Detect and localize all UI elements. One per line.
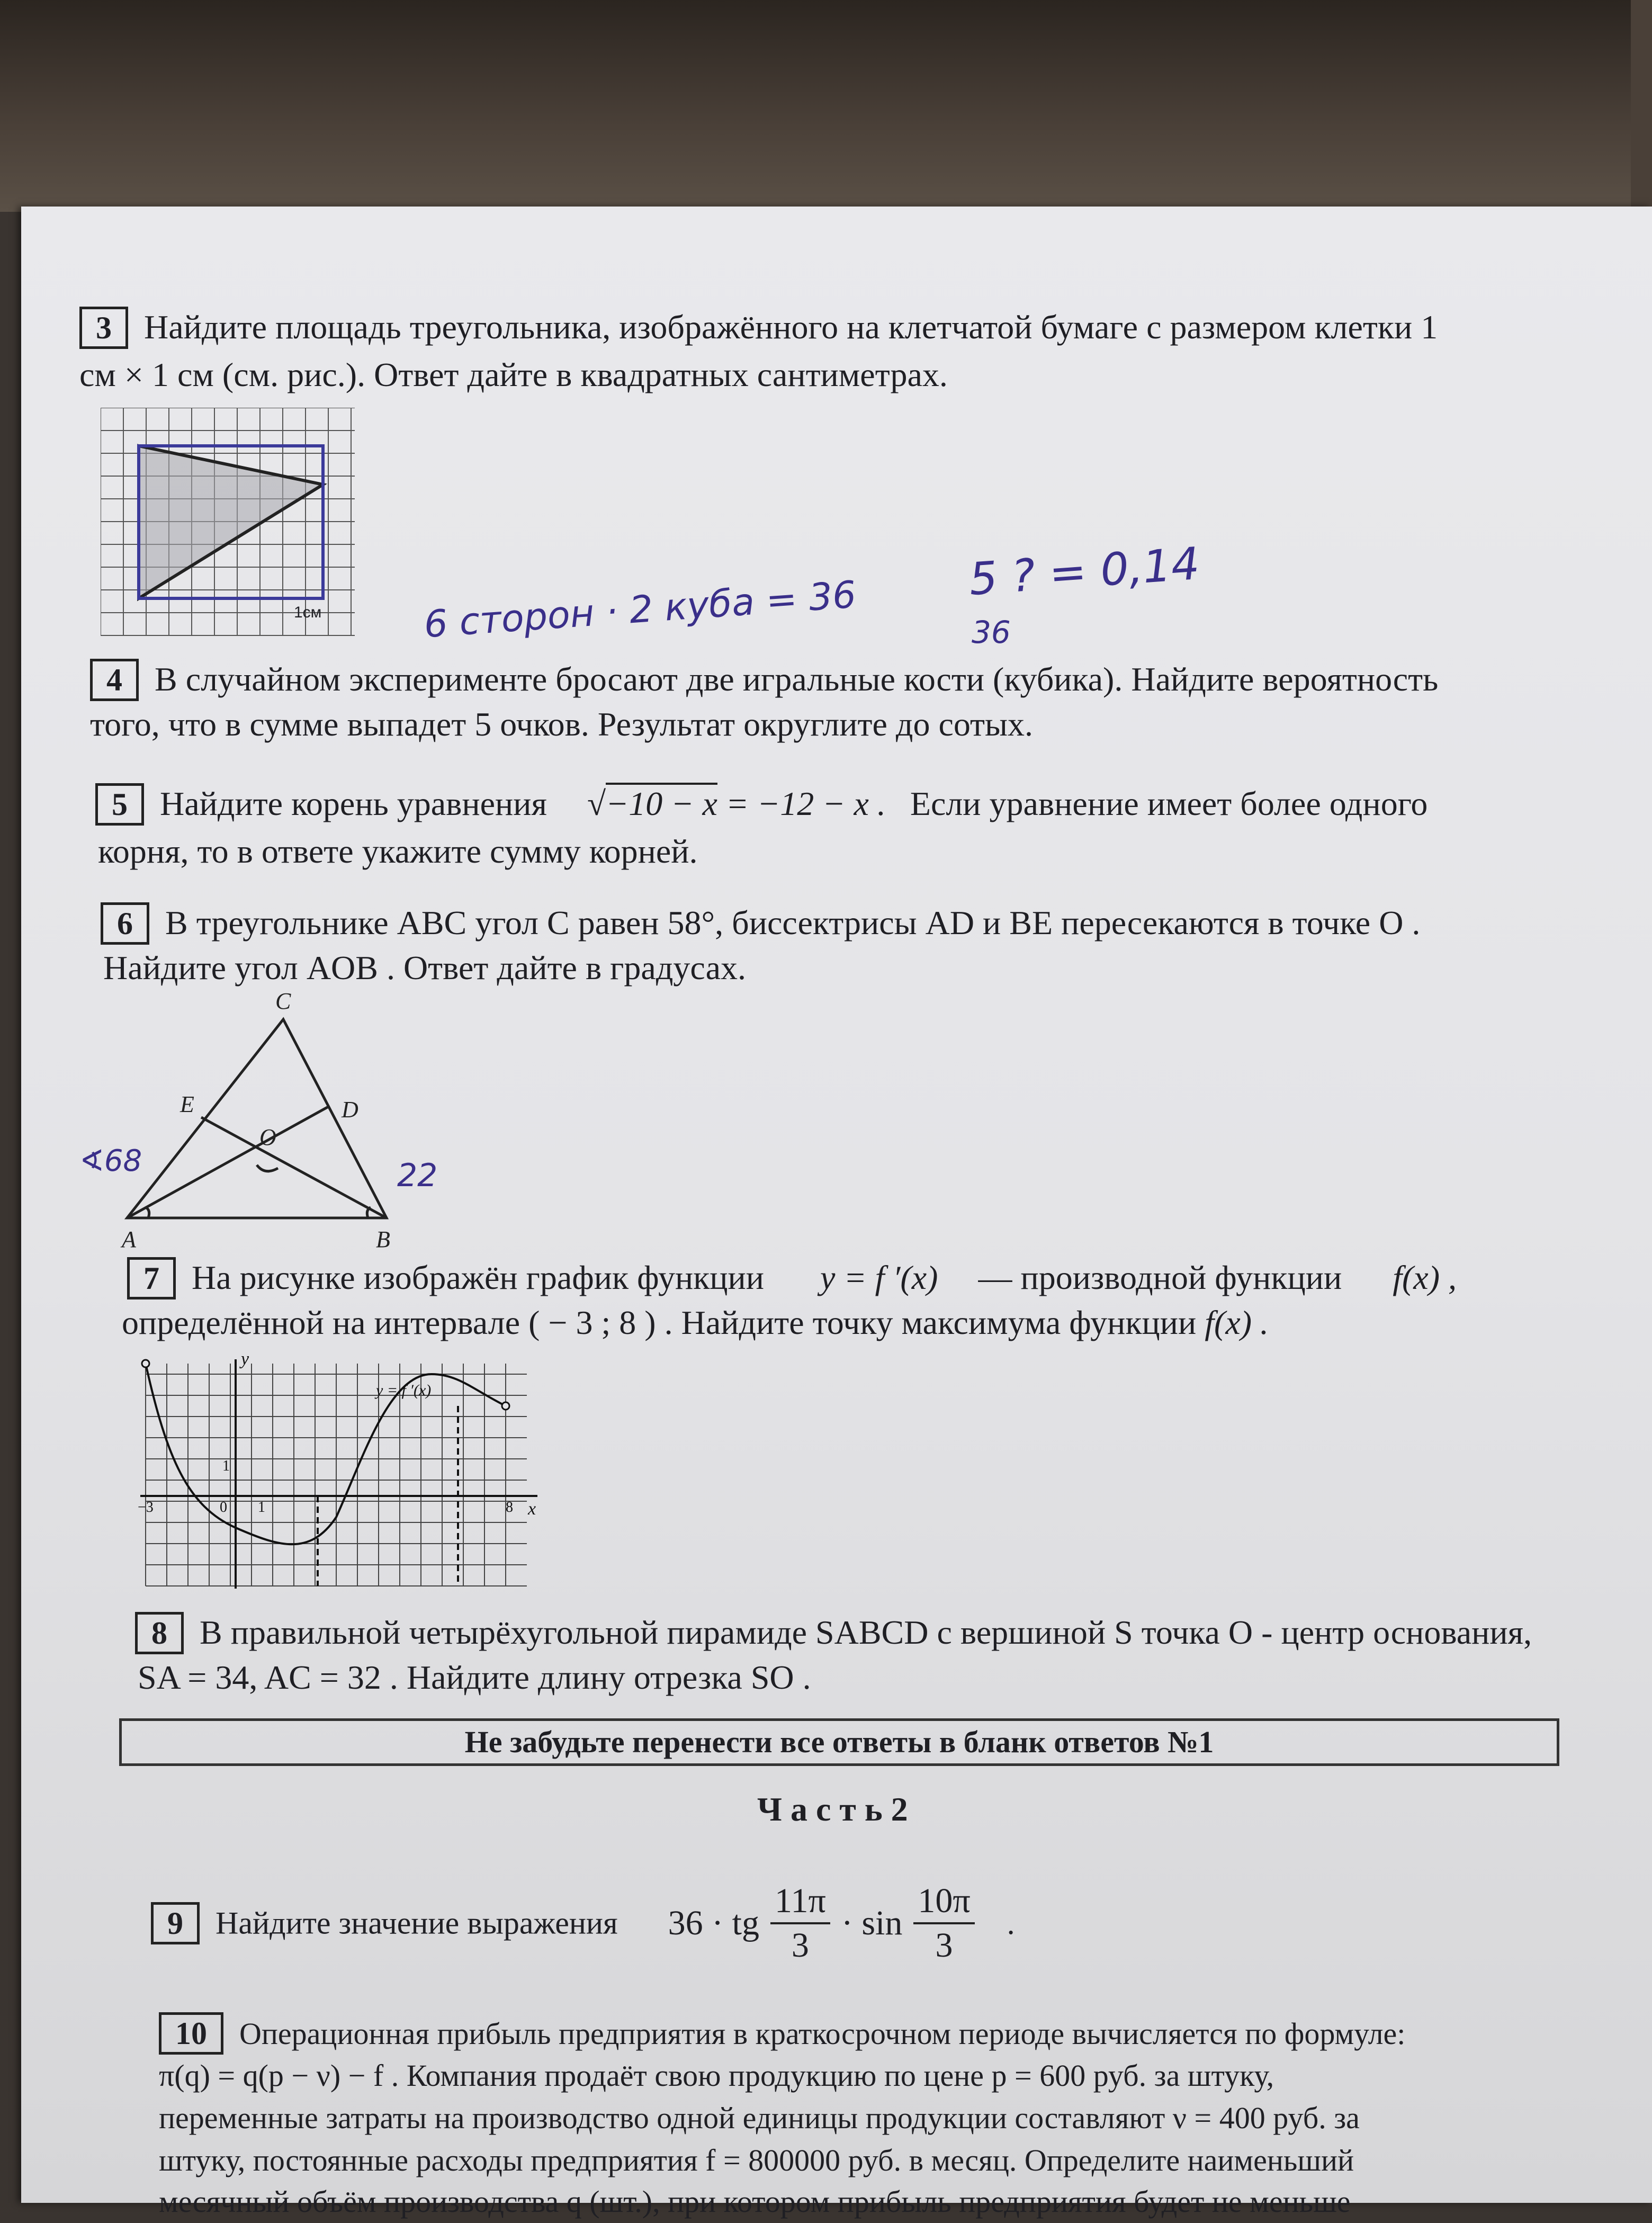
task-number: 8 [135, 1612, 184, 1654]
tick-0: 0 [220, 1499, 227, 1516]
task-10-line5: месячный объём производства q (шт.), при котором прибыль предприятия будет не меньше [159, 2184, 1351, 2219]
fraction-10pi-3: $\frac{10\pi}{3}$ [913, 1880, 974, 1967]
task-10-line4: штуку, постоянные расходы предприятия f = 800000 руб. в месяц. Определите наименьший [159, 2143, 1354, 2177]
curve-label: y = f ′(x) [376, 1382, 432, 1399]
task-8-text-line2: SA = 34, AC = 32 . Найдите длину отрезка SO . [138, 1659, 811, 1696]
part-2-title: Ч а с т ь 2 [757, 1790, 908, 1828]
bisector-ad [127, 1107, 328, 1218]
task-3-text-line2: см × 1 см (см. рис.). Ответ дайте в квадратных сантиметрах. [79, 356, 948, 393]
triangle-abc-figure [106, 985, 445, 1260]
open-endpoint-left [142, 1360, 149, 1367]
task-10-line2: π(q) = q(p − ν) − f . Компания продаёт свою продукцию по цене p = 600 руб. за штуку, [159, 2058, 1274, 2093]
task-5-text: 5 Найдите корень уравнения √−10 − x = −12 − x . Если уравнение имеет более одного [95, 781, 1620, 827]
table-background [0, 0, 1652, 212]
task-9-text: 9 Найдите значение выражения 36 · tg $\frac{11\pi}{3}$ · sin $\frac{10\pi}{3}$ . [151, 1880, 1581, 1967]
bisector-be [201, 1117, 387, 1218]
task-5-text-line2: корня, то в ответе укажите сумму корней. [98, 832, 698, 870]
handwritten-angle-b: 22 [397, 1157, 438, 1194]
tick-8: 8 [506, 1499, 513, 1516]
label-b: B [376, 1226, 390, 1252]
task-3-text: 3 Найдите площадь треугольника, изображённого на клетчатой бумаге с размером клетки 1 [79, 304, 1604, 350]
task-6-text-line2: Найдите угол AOB . Ответ дайте в градусах. [103, 949, 746, 987]
task-3-grid-figure [101, 408, 365, 641]
handwritten-note-denominator: 36 [972, 614, 1011, 650]
task-number: 9 [151, 1902, 200, 1944]
tick-1-y: 1 [222, 1458, 230, 1474]
derivative-curve [146, 1364, 506, 1544]
task-number: 7 [127, 1257, 176, 1299]
task-7-text-line2: определённой на интервале ( − 3 ; 8 ) . Найдите точку максимума функции f(x) . [122, 1304, 1269, 1341]
task-number: 3 [79, 307, 128, 349]
task-number: 5 [95, 783, 144, 826]
task-number: 4 [90, 659, 139, 701]
grid-scale-label: 1см [294, 604, 322, 621]
handwritten-note-right: 5 ? = 0,14 [967, 537, 1201, 606]
task-10-line3: переменные затраты на производство одной единицы продукции составляют ν = 400 руб. за [159, 2101, 1360, 2135]
task-10-text: 10 Операционная прибыль предприятия в краткосрочном периоде вычисляется по формуле: [159, 2012, 1641, 2055]
y-axis-label: y [241, 1353, 249, 1369]
label-c: C [275, 988, 291, 1014]
fraction-11pi-3: $\frac{11\pi}{3}$ [770, 1880, 830, 1967]
task-4-text: 4 В случайном эксперименте бросают две игральные кости (кубика). Найдите вероятность [90, 657, 1615, 702]
equation: √−10 − x = −12 − x . [587, 785, 886, 822]
task-6-text: 6 В треугольнике ABC угол C равен 58°, биссектрисы AD и BE пересекаются в точке O . [101, 900, 1626, 946]
handwritten-angle-a: ∢68 [79, 1144, 142, 1178]
derivative-graph [135, 1353, 543, 1597]
task-7-text: 7 На рисунке изображён график функции y = f ′(x) — производной функции f(x) , [127, 1255, 1652, 1301]
angle-aob-mark [257, 1165, 278, 1171]
label-d: D [342, 1097, 358, 1123]
tick-minus-3: −3 [138, 1499, 154, 1516]
label-o: O [259, 1124, 276, 1150]
open-endpoint-right [502, 1402, 509, 1410]
task-number: 10 [159, 2012, 223, 2055]
answers-reminder-banner: Не забудьте перенести все ответы в бланк ответов №1 [119, 1718, 1559, 1766]
task-4-text-line2: того, что в сумме выпадет 5 очков. Результат округлите до сотых. [90, 705, 1033, 743]
label-a: A [122, 1226, 136, 1252]
task-8-text: 8 В правильной четырёхугольной пирамиде SABCD с вершиной S точка O - центр основания, [135, 1610, 1649, 1655]
tick-1-x: 1 [258, 1499, 265, 1516]
task-number: 6 [101, 902, 149, 945]
handwritten-note-left: 6 сторон · 2 куба = 36 [423, 572, 858, 647]
x-axis-label: x [528, 1499, 536, 1519]
label-e: E [180, 1091, 194, 1117]
